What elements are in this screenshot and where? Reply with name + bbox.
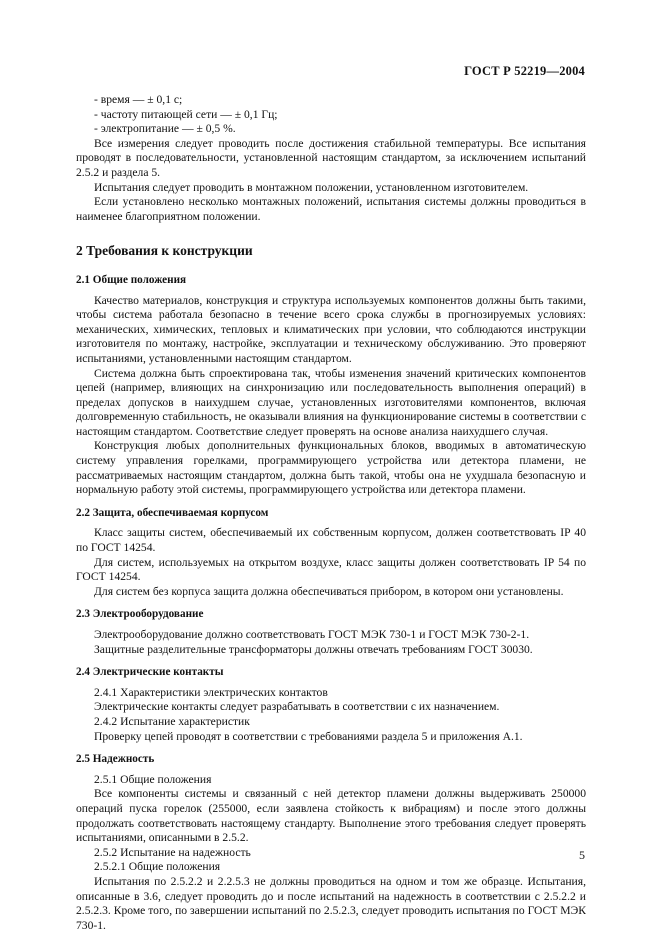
paragraph: Качество материалов, конструкция и структура используемых компонентов должны быть такими, чтобы система работала безопасно в течение всего срока службы в прогнозируемых условиях: механических, химических, тепловых и климатических при условии, что соблюдаются инструкции изготовителя по монтажу, настройке, эксплуатации и техническому обслуживанию. Это проверяют испытаниями, установленными настоящим стандартом. bbox=[76, 293, 586, 365]
paragraph: Класс защиты систем, обеспечиваемый их собственным корпусом, должен соответствовать IP 40 по ГОСТ 14254. bbox=[76, 526, 586, 555]
subsection-heading: 2.4 Электрические контакты bbox=[76, 666, 224, 679]
paragraph: Конструкция любых дополнительных функциональных блоков, вводимых в автоматическую систему управления горелками, программирующего устройства или детектора пламени, не рассматриваемых настоящим стандартом, должна быть такой, чтобы она не ухудшала безопасную и нормальную работу этой системы, программирующего устройства или детектора пламени. bbox=[76, 439, 586, 497]
page-content bbox=[76, 93, 586, 933]
clause-heading: 2.5.2 Испытание на надежность bbox=[94, 845, 251, 859]
subsection-heading: 2.5 Надежность bbox=[76, 753, 155, 766]
clause-heading: 2.5.2.1 Общие положения bbox=[94, 860, 221, 874]
paragraph: Для систем без корпуса защита должна обеспечиваться прибором, в котором они установлены. bbox=[94, 584, 564, 598]
paragraph: Защитные разделительные трансформаторы должны отвечать требованиям ГОСТ 30030. bbox=[94, 642, 533, 656]
clause-heading: 2.5.1 Общие положения bbox=[94, 772, 212, 786]
page-number: 5 bbox=[579, 848, 585, 862]
paragraph: Проверку цепей проводят в соответствии с требованиями раздела 5 и приложения А.1. bbox=[94, 729, 523, 743]
paragraph: Все компоненты системы и связанный с ней детектор пламени должны выдерживать 250000 операций пуска горелок (255000, если заявлена стойкость к вибрациям) и после этого должны продолжать соответствовать настоящему стандарту. Выполнение этого требования следует проверять испытаниями, описанными в 2.5.2. bbox=[76, 787, 586, 845]
paragraph: Для систем, используемых на открытом воздухе, класс защиты должен соответствовать IP 54 по ГОСТ 14254. bbox=[76, 555, 586, 584]
paragraph: Все измерения следует проводить после достижения стабильной температуры. Все испытания проводят в последовательности, установленной настоящим стандартом, за исключением испытаний 2.5.2 и раздела 5. bbox=[76, 136, 586, 179]
paragraph: Если установлено несколько монтажных положений, испытания системы должны проводиться в наименее благоприятном положении. bbox=[76, 195, 586, 223]
subsection-heading: 2.2 Защита, обеспечиваемая корпусом bbox=[76, 506, 269, 519]
subsection-heading: 2.3 Электрооборудование bbox=[76, 608, 204, 621]
paragraph: Испытания следует проводить в монтажном положении, установленном изготовителем. bbox=[94, 180, 529, 194]
list-item: - электропитание — ± 0,5 %. bbox=[94, 122, 236, 136]
measurement-list bbox=[76, 93, 586, 137]
clause-heading: 2.4.1 Характеристики электрических контактов bbox=[94, 685, 328, 699]
standard-header: ГОСТ Р 52219—2004 bbox=[464, 64, 585, 78]
paragraph: Система должна быть спроектирована так, чтобы изменения значений критических компонентов цепей (например, влияющих на синхронизацию или последовательность выполнения операций) в пределах допусков в наихудшем случае, установленных изготовителями компонентов, включая долговременную стабильность, не оказывали влияния на функционирование системы в соответствии с настоящим стандартом. Соответствие следует проверять на основе анализа наихудшего случая. bbox=[76, 366, 586, 438]
paragraph: Испытания по 2.5.2.2 и 2.2.5.3 не должны проводиться на одном и том же образце. Испытания, описанные в 3.6, следует проводить до и после испытаний на надежность в соответствии с 2.5.2.2 и 2.5.2.3. Кроме того, по завершении испытаний по 2.5.2.3, следует проводить испытания по ГОСТ МЭК 730-1. bbox=[76, 874, 586, 932]
paragraph: Электрооборудование должно соответствовать ГОСТ МЭК 730-1 и ГОСТ МЭК 730-2-1. bbox=[94, 628, 530, 641]
clause-heading: 2.4.2 Испытание характеристик bbox=[94, 714, 250, 728]
section-heading: 2 Требования к конструкции bbox=[76, 243, 253, 259]
list-item: - время — ± 0,1 с; bbox=[94, 93, 183, 106]
list-item: - частоту питающей сети — ± 0,1 Гц; bbox=[94, 107, 278, 121]
subsection-heading: 2.1 Общие положения bbox=[76, 273, 187, 286]
paragraph: Электрические контакты следует разрабатывать в соответствии с их назначением. bbox=[94, 700, 500, 714]
